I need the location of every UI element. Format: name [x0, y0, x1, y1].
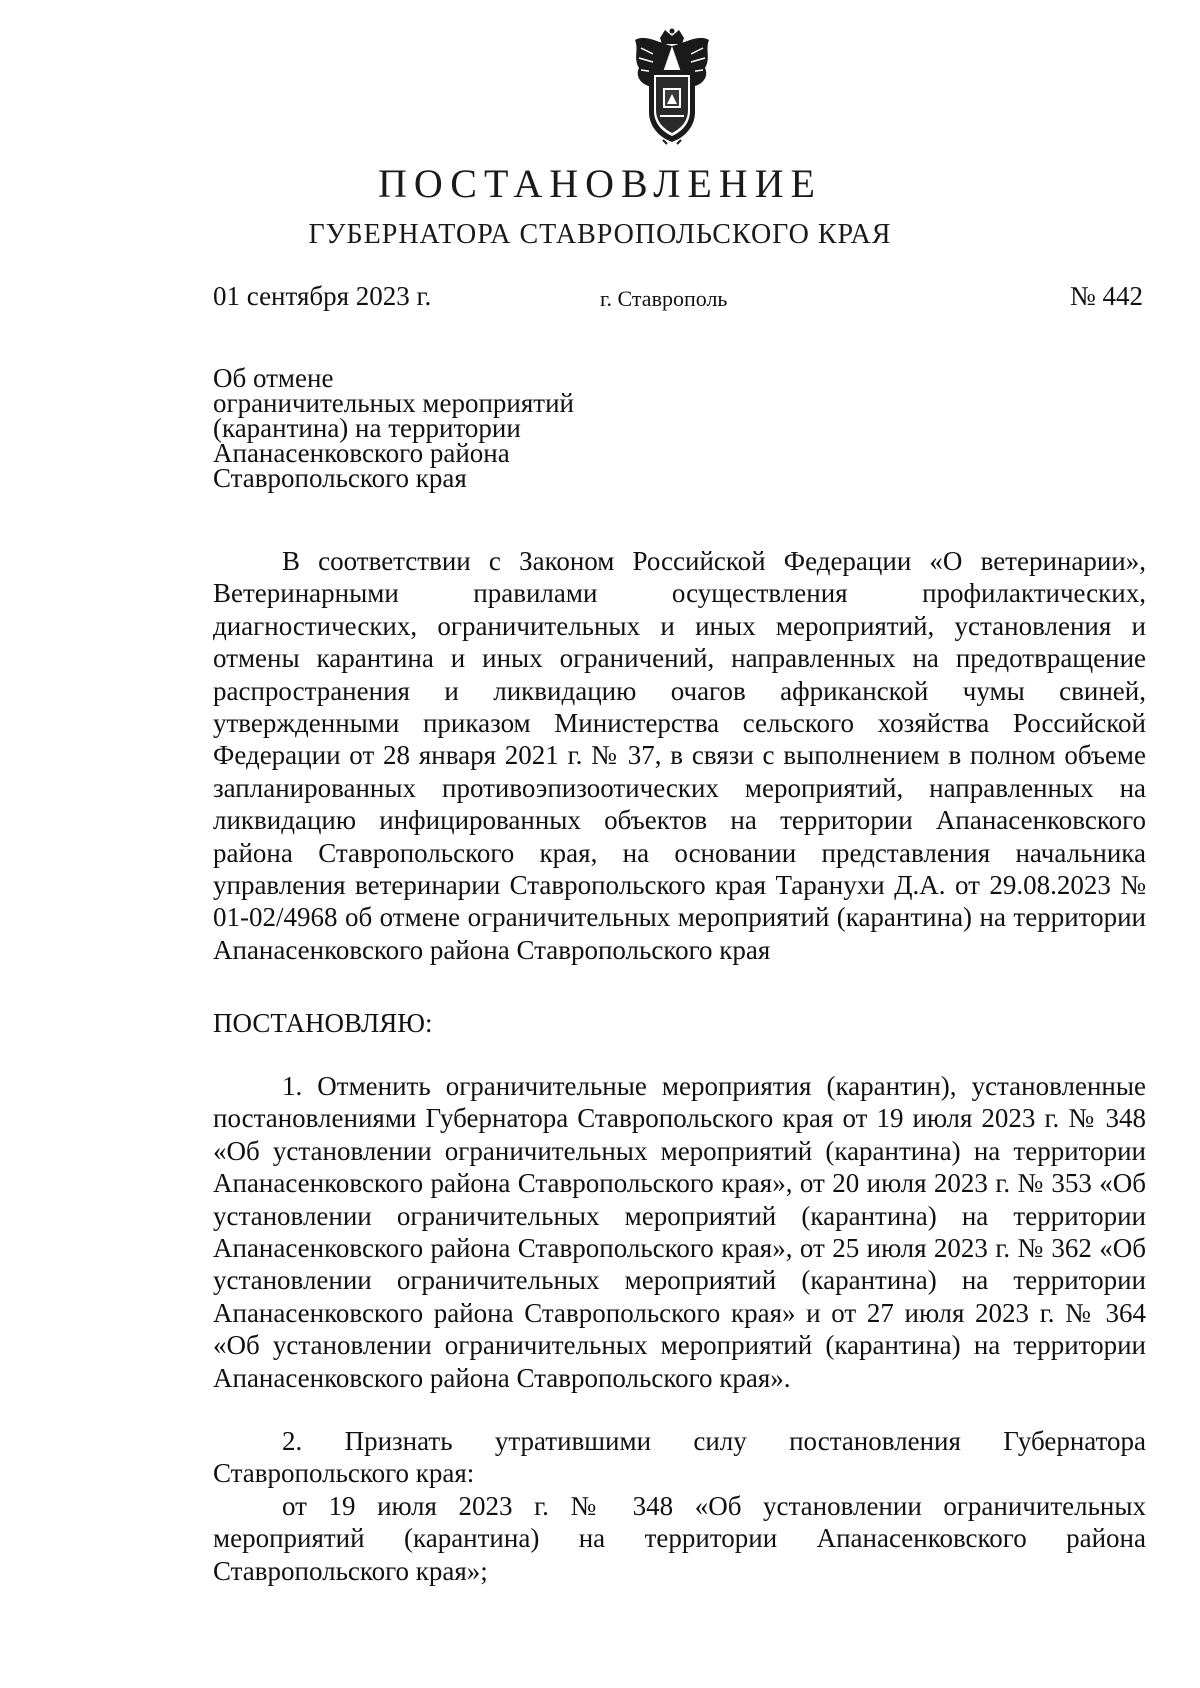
heading-line: Об отмене	[213, 363, 334, 393]
heading-line: Ставропольского края	[213, 463, 467, 493]
intro-paragraph: В соответствии с Законом Российской Федерации «О ветеринарии», Ветеринарными правилами осуществления профилактических, диагностических, ограничительных и иных мероприятий, установления и отмены карантина и иных ограничений, направленных на предотвращение распространения и ликвидацию очагов африканской чумы свиней, утвержденными приказом Министерства сельского хозяйства Российской Федерации от 28 января 2021 г. № 37, в связи с выполнением в полном объеме запланированных противоэпизоотических мероприятий, направленных на ликвидацию инфицированных объектов на территории Апанасенковского района Ставропольского края, на основании представления начальника управления ветеринарии Ставропольского края Таранухи Д.А. от 29.08.2023 № 01-02/4968 об отмене ограничительных мероприятий (карантина) на территории Апанасенковского района Ставропольского края	[213, 546, 1146, 965]
heading-line: (карантина) на территории	[213, 413, 521, 443]
document-heading	[213, 363, 733, 493]
stavropol-coat-of-arms-icon	[627, 28, 717, 146]
document-number: № 442	[1069, 281, 1143, 311]
item-2-paragraph: 2. Признать утратившими силу постановления Губернатора Ставропольского края:	[213, 1426, 1146, 1489]
item-1-paragraph: 1. Отменить ограничительные мероприятия (карантин), установленные постановлениями Губернатора Ставропольского края от 19 июля 2023 г. № 348 «Об установлении ограничительных мероприятий (карантина) на территории Апанасенковского района Ставропольского края», от 20 июля 2023 г. № 353 «Об установлении ограничительных мероприятий (карантина) на территории Апанасенковского района Ставропольского края», от 25 июля 2023 г. № 362 «Об установлении ограничительных мероприятий (карантина) на территории Апанасенковского района Ставропольского края» и от 27 июля 2023 г. № 364 «Об установлении ограничительных мероприятий (карантина) на территории Апанасенковского района Ставропольского края».	[213, 1071, 1146, 1393]
document-city: г. Ставрополь	[600, 286, 728, 311]
item-1-section	[213, 1070, 1146, 1394]
document-date: 01 сентября 2023 г.	[213, 281, 432, 311]
heading-line: ограничительных мероприятий	[213, 388, 574, 418]
document-title: ПОСТАНОВЛЕНИЕ	[378, 161, 822, 206]
document-subtitle: ГУБЕРНАТОРА СТАВРОПОЛЬСКОГО КРАЯ	[308, 219, 892, 250]
decree-word: ПОСТАНОВЛЯЮ:	[213, 1008, 433, 1038]
heading-line: Апанасенковского района	[213, 438, 510, 468]
item-2-subparagraph: от 19 июля 2023 г. № 348 «Об установлении ограничительных мероприятий (карантина) на территории Апанасенковского района Ставропольского края»;	[213, 1490, 1146, 1586]
item-2-section	[213, 1425, 1146, 1587]
intro-section	[213, 545, 1146, 966]
